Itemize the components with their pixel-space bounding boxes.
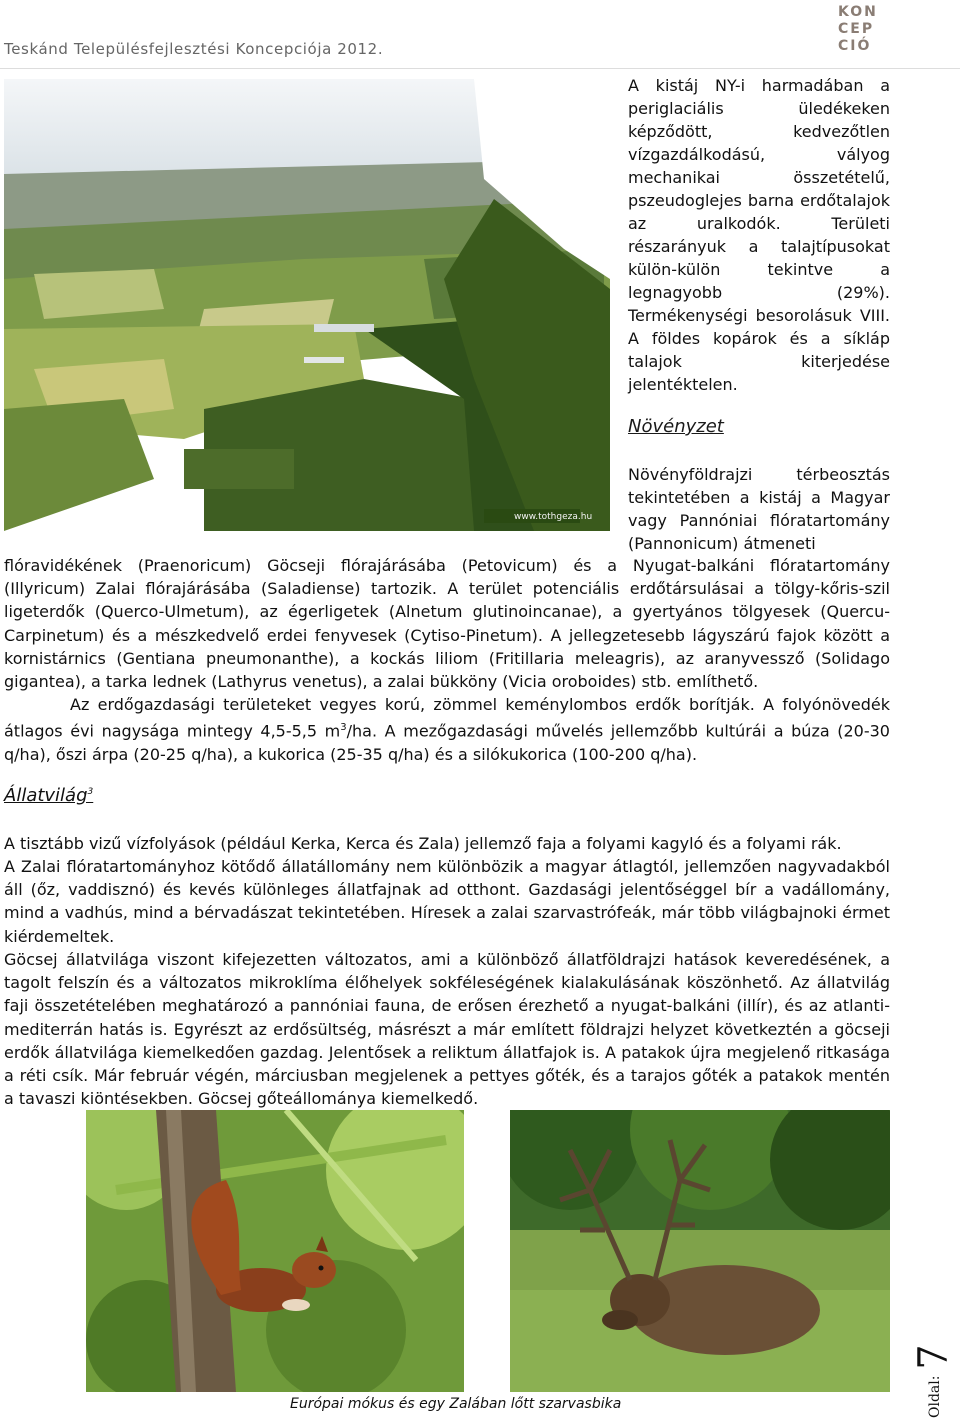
- fauna-paragraph-1: A tisztább vizű vízfolyások (például Kerka, Kerca és Zala) jellemző faja a folyami kagyló és a folyami rák.: [4, 834, 842, 853]
- squirrel-photo: [86, 1110, 464, 1392]
- page-number-value: 7: [910, 1344, 957, 1370]
- page-label: Oldal:: [927, 1375, 943, 1418]
- forestry-text-a: Az erdőgazdasági területeket vegyes korú, zömmel keménylombos erdők borítják. A folyónövedék átlagos évi nagysága mintegy 4,5-5,5 m: [4, 695, 890, 741]
- logo-line: CEP: [838, 21, 875, 37]
- forestry-text-b: /ha. A mezőgazdasági művelés jellemzőbb kultúrái a búza (20-30 q/ha), őszi árpa (20-25 q/ha), a kukorica (25-35 q/ha) és a silókukorica (100-200 q/ha).: [4, 721, 890, 764]
- vegetation-paragraph: flóravidékének (Praenoricum) Göcseji flórajárásába (Petovicum) és a Nyugat-balkáni flóratartomány (Illyricum) Zalai flórajárásába (Saladiense) tartozik. A terület potenciális erdőtársulásai a tölgy-kőris-szil ligeterdők (Querco-Ulmetum), az égerligetek (Alnetum glutinoincanae), a gyertyános tölgyesek (Quercu-Carpinetum) és a mészkedvelő erdei fenyvesek (Cytiso-Pinetum). A jellegzetesebb lágyszárú fajok között a kornistárnics (Gentiana pneumonanthe), a kockás liliom (Fritillaria meleagris), az aranyvessző (Solidago gigantea), a tarka lednek (Lathyrus venetus), a zalai bükköny (Vicia oroboides) stb. említhető.: [4, 556, 890, 692]
- fauna-heading: [4, 785, 93, 806]
- forestry-paragraph: [4, 693, 890, 766]
- deer-photo: [510, 1110, 890, 1392]
- vegetation-side-paragraph: Növényföldrajzi térbeosztás tekintetében a kistáj a Magyar vagy Pannóniai flóratartomány (Pannonicum) átmeneti: [628, 465, 890, 553]
- koncepcio-logo: [838, 4, 900, 62]
- header-divider: [0, 68, 960, 69]
- soil-paragraph: A kistáj NY-i harmadában a periglaciális üledékeken képződött, kedvezőtlen vízgazdálkodású, vályog mechanikai összetételű, pszeudoglejes barna erdőtalajok az uralkodók. Területi részarányuk a talajtípusokat külön-külön tekintve a legnagyobb (29%). Termékenységi besorolásuk VIII. A földes kopárok és a síkláp talajok kiterjedése jelentéktelen.: [628, 76, 890, 394]
- fauna-heading-sup: 3: [87, 787, 94, 797]
- fauna-paragraph-3: Göcsej állatvilága viszont kifejezetten változatos, ami a különböző állatföldrajzi hatások keveredésének, a tagolt felszín és a változatos mikroklíma élőhelyek sokféleségének kialakulásának köszönhető. Az állatvilág faji összetételében meghatározó a pannóniai fauna, de erősen érezhető a nyugat-balkáni (illír), és az atlanti-mediterrán hatás is. Egyrészt az erdősültség, másrészt a már említett földrajzi helyzet következtén a göcseji erdők állatvilága kiemelkedően gazdag. Jelentősek a reliktum állatfajok is. A patakok újra megjelenő ritkasága a réti csík. Már február végén, márciusban megjelenek a pettyes gőték, és a tarajos gőték a patakok mentén a tavaszi kiöntésekben. Göcsej gőteállománya kiemelkedő.: [4, 950, 890, 1109]
- fauna-paragraph-2: A Zalai flóratartományhoz kötődő állatállomány nem különbözik a magyar átlagtól, jellemzően nagyvadakból áll (őz, vaddisznó) és kevés különleges állatfajnak ad otthont. Gazdasági jelentőséggel bír a vadállomány, mind a vadhús, mind a bérvadászat tekintetében. Híresek a zalai szarvastrófeák, már több világbajnoki érmet kiérdemeltek.: [4, 857, 890, 946]
- landscape-photo: [4, 79, 610, 531]
- logo-line: KON: [838, 4, 878, 20]
- fauna-heading-text: Állatvilág: [4, 785, 88, 806]
- photo-caption: Európai mókus és egy Zalában lőtt szarvasbika: [290, 1396, 622, 1412]
- watermark: www.tothgeza.hu: [514, 512, 593, 522]
- logo-line: CIÓ: [838, 38, 872, 54]
- page-number: [905, 1340, 960, 1418]
- document-header: Teskánd Településfejlesztési Koncepciója 2012.: [4, 40, 384, 58]
- forestry-sup: 3: [340, 722, 347, 734]
- vegetation-heading: Növényzet: [628, 416, 724, 437]
